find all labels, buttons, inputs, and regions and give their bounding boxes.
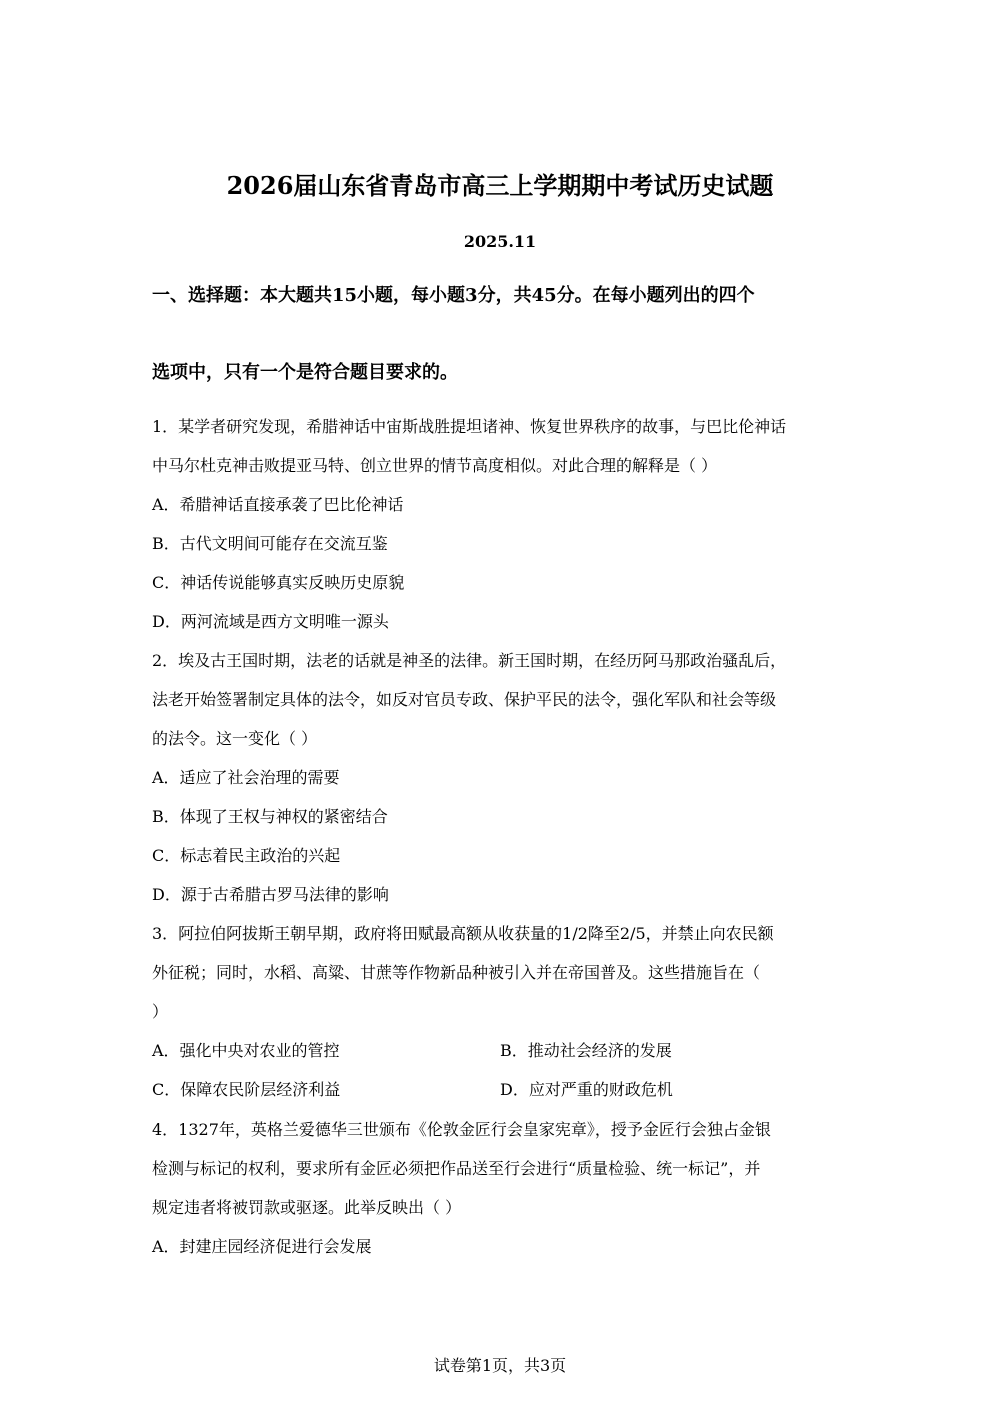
question-4-stem-line-3: 规定违者将被罚款或驱逐。此举反映出（ ） [152,1198,462,1217]
question-2-stem-line-3: 的法令。这一变化（ ） [152,729,318,748]
question-1-option-a: A．希腊神话直接承袭了巴比伦神话 [152,495,404,514]
question-2-stem-line-2: 法老开始签署制定具体的法令，如反对官员专政、保护平民的法令，强化军队和社会等级 [152,690,777,709]
section-heading-line-1: 一、选择题：本大题共15小题，每小题3分，共45分。在每小题列出的四个 [152,285,755,306]
question-3-stem-line-2: 外征税；同时，水稻、高粱、甘蔗等作物新品种被引入并在帝国普及。这些措施旨在（ [152,963,761,982]
question-3-option-d: D．应对严重的财政危机 [500,1080,673,1099]
question-3-stem-line-1: 3．阿拉伯阿拔斯王朝早期，政府将田赋最高额从收获量的1/2降至2/5，并禁止向农民额 [152,924,774,943]
page-footer: 试卷第1页，共3页 [433,1356,567,1375]
question-2-option-d: D．源于古希腊古罗马法律的影响 [152,885,389,904]
question-1-option-d: D．两河流域是西方文明唯一源头 [152,612,389,631]
question-1-stem-line-2: 中马尔杜克神击败提亚马特、创立世界的情节高度相似。对此合理的解释是（ ） [152,456,718,475]
question-3-option-c: C．保障农民阶层经济利益 [152,1080,341,1099]
page-title: 2026届山东省青岛市高三上学期期中考试历史试题 [226,171,774,200]
question-1-option-b: B．古代文明间可能存在交流互鉴 [152,534,388,553]
question-1-option-c: C．神话传说能够真实反映历史原貌 [152,573,405,592]
exam-date: 2025.11 [463,232,537,251]
question-2-stem-line-1: 2．埃及古王国时期，法老的话就是神圣的法律。新王国时期，在经历阿马那政治骚乱后， [152,651,787,670]
question-3-option-b: B．推动社会经济的发展 [500,1041,672,1060]
question-4-stem-line-1: 4．1327年，英格兰爱德华三世颁布《伦敦金匠行会皇家宪章》，授予金匠行会独占金银 [152,1120,771,1139]
question-3-stem-line-3: ） [152,1002,169,1021]
question-2-option-a: A．适应了社会治理的需要 [152,768,340,787]
question-2-option-b: B．体现了王权与神权的紧密结合 [152,807,388,826]
question-2-option-c: C．标志着民主政治的兴起 [152,846,341,865]
question-4-stem-line-2: 检测与标记的权利，要求所有金匠必须把作品送至行会进行“质量检验、统一标记”，并 [152,1159,761,1178]
question-3-option-a: A．强化中央对农业的管控 [152,1041,340,1060]
question-4-option-a: A．封建庄园经济促进行会发展 [152,1237,372,1256]
section-heading-line-2: 选项中，只有一个是符合题目要求的。 [152,362,458,383]
question-1-stem-line-1: 1．某学者研究发现，希腊神话中宙斯战胜提坦诸神、恢复世界秩序的故事，与巴比伦神话 [152,417,787,436]
